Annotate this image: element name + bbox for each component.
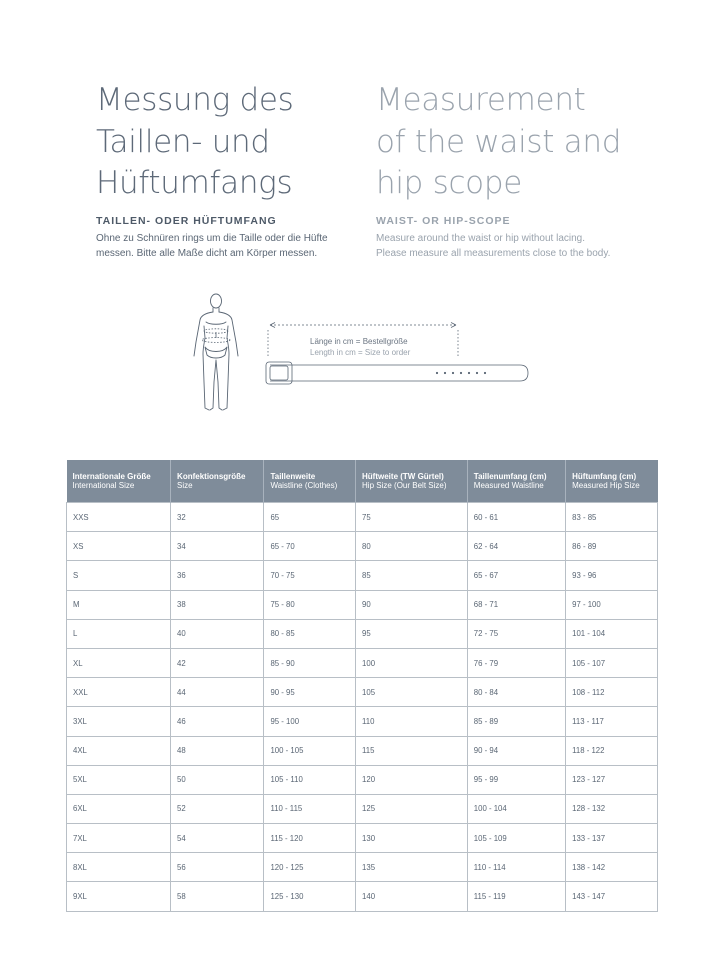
table-cell: 80 <box>356 532 468 561</box>
column-header <box>566 460 658 503</box>
table-cell: 115 - 120 <box>264 824 356 853</box>
table-cell: 115 - 119 <box>467 882 565 911</box>
table-cell: 46 <box>171 707 264 736</box>
table-cell: 80 - 85 <box>264 619 356 648</box>
table-cell: 93 - 96 <box>566 561 658 590</box>
table-cell: 34 <box>171 532 264 561</box>
table-cell: 4XL <box>67 736 171 765</box>
table-cell: 7XL <box>67 824 171 853</box>
table-cell: 48 <box>171 736 264 765</box>
table-cell: 125 - 130 <box>264 882 356 911</box>
german-section <box>96 80 366 261</box>
table-cell: 42 <box>171 648 264 677</box>
table-cell: 56 <box>171 853 264 882</box>
table-cell: 58 <box>171 882 264 911</box>
table-cell: 110 <box>356 707 468 736</box>
table-cell: M <box>67 590 171 619</box>
table-cell: 100 <box>356 648 468 677</box>
column-header-de: Taillenweite <box>270 472 316 481</box>
column-header-en: Measured Waistline <box>473 481 544 490</box>
table-cell: 62 - 64 <box>467 532 565 561</box>
table-row <box>67 503 658 532</box>
table-row <box>67 619 658 648</box>
table-cell: 120 - 125 <box>264 853 356 882</box>
german-instructions-line: messen. Bitte alle Maße dicht am Körper messen. <box>96 247 318 259</box>
column-header-en: Waistline (Clothes) <box>270 481 338 490</box>
table-cell: 54 <box>171 824 264 853</box>
table-cell: 143 - 147 <box>566 882 658 911</box>
column-header-en: Size <box>177 481 193 490</box>
belt-length-label-de: Länge in cm = Bestellgröße <box>310 337 408 346</box>
table-row <box>67 882 658 911</box>
column-header <box>171 460 264 503</box>
table-cell: 138 - 142 <box>566 853 658 882</box>
table-cell: 32 <box>171 503 264 532</box>
column-header-de: Konfektionsgröße <box>177 472 246 481</box>
english-section <box>376 80 676 261</box>
table-cell: 105 - 107 <box>566 648 658 677</box>
table-cell: 95 - 100 <box>264 707 356 736</box>
table-row <box>67 532 658 561</box>
table-row <box>67 648 658 677</box>
table-row <box>67 794 658 823</box>
table-cell: 83 - 85 <box>566 503 658 532</box>
column-header-de: Taillenumfang (cm) <box>473 472 547 481</box>
table-row <box>67 824 658 853</box>
table-cell: 76 - 79 <box>467 648 565 677</box>
table-cell: 75 - 80 <box>264 590 356 619</box>
table-cell: 8XL <box>67 853 171 882</box>
english-subheading: WAIST- OR HIP-SCOPE <box>376 214 511 227</box>
column-header <box>67 460 171 503</box>
column-header <box>356 460 468 503</box>
table-cell: 140 <box>356 882 468 911</box>
table-row <box>67 678 658 707</box>
table-cell: 113 - 117 <box>566 707 658 736</box>
table-cell: 9XL <box>67 882 171 911</box>
table-cell: 105 - 109 <box>467 824 565 853</box>
table-row <box>67 561 658 590</box>
table-cell: 95 <box>356 619 468 648</box>
table-cell: 135 <box>356 853 468 882</box>
table-row <box>67 590 658 619</box>
column-header-en: Hip Size (Our Belt Size) <box>362 481 447 490</box>
table-cell: 130 <box>356 824 468 853</box>
table-cell: 95 - 99 <box>467 765 565 794</box>
table-cell: 110 - 114 <box>467 853 565 882</box>
table-cell: 128 - 132 <box>566 794 658 823</box>
table-cell: 80 - 84 <box>467 678 565 707</box>
table-cell: 75 <box>356 503 468 532</box>
table-cell: 38 <box>171 590 264 619</box>
table-cell: 86 - 89 <box>566 532 658 561</box>
table-cell: 65 - 70 <box>264 532 356 561</box>
table-row <box>67 736 658 765</box>
english-instructions <box>376 231 676 261</box>
table-cell: 85 <box>356 561 468 590</box>
table-cell: 100 - 104 <box>467 794 565 823</box>
english-instructions-line: Measure around the waist or hip without lacing. <box>376 232 586 244</box>
table-cell: XXS <box>67 503 171 532</box>
table-cell: 40 <box>171 619 264 648</box>
table-cell: 100 - 105 <box>264 736 356 765</box>
column-header-en: International Size <box>72 481 135 490</box>
belt-length-label-en: Length in cm = Size to order <box>310 348 411 357</box>
column-header-de: Hüftumfang (cm) <box>572 472 637 481</box>
table-cell: 118 - 122 <box>566 736 658 765</box>
table-cell: 68 - 71 <box>467 590 565 619</box>
table-header-row <box>67 460 658 503</box>
table-cell: L <box>67 619 171 648</box>
table-cell: 115 <box>356 736 468 765</box>
table-cell: XS <box>67 532 171 561</box>
table-cell: 36 <box>171 561 264 590</box>
table-row <box>67 707 658 736</box>
table-cell: 65 - 67 <box>467 561 565 590</box>
column-header-de: Internationale Größe <box>72 472 151 481</box>
table-row <box>67 765 658 794</box>
table-cell: 90 <box>356 590 468 619</box>
table-cell: 108 - 112 <box>566 678 658 707</box>
table-cell: 125 <box>356 794 468 823</box>
table-row <box>67 853 658 882</box>
column-header-en: Measured Hip Size <box>572 481 640 490</box>
table-cell: XL <box>67 648 171 677</box>
english-instructions-line: Please measure all measurements close to the body. <box>376 247 611 259</box>
table-cell: 85 - 90 <box>264 648 356 677</box>
table-cell: 85 - 89 <box>467 707 565 736</box>
table-cell: 65 <box>264 503 356 532</box>
table-cell: 50 <box>171 765 264 794</box>
table-cell: 72 - 75 <box>467 619 565 648</box>
table-cell: 133 - 137 <box>566 824 658 853</box>
size-chart-table <box>66 460 658 912</box>
body-figure-icon <box>190 292 242 414</box>
column-header <box>467 460 565 503</box>
table-cell: 90 - 95 <box>264 678 356 707</box>
table-cell: 110 - 115 <box>264 794 356 823</box>
table-cell: S <box>67 561 171 590</box>
table-body <box>67 503 658 912</box>
table-cell: 120 <box>356 765 468 794</box>
table-cell: 70 - 75 <box>264 561 356 590</box>
table-cell: 105 - 110 <box>264 765 356 794</box>
english-title: Measurement of the waist and hip scope <box>376 82 622 201</box>
table-cell: 105 <box>356 678 468 707</box>
table-cell: 97 - 100 <box>566 590 658 619</box>
table-cell: 44 <box>171 678 264 707</box>
table-cell: 90 - 94 <box>467 736 565 765</box>
table-cell: 5XL <box>67 765 171 794</box>
german-instructions-line: Ohne zu Schnüren rings um die Taille oder die Hüfte <box>96 232 328 244</box>
table-cell: XXL <box>67 678 171 707</box>
table-cell: 3XL <box>67 707 171 736</box>
table-cell: 52 <box>171 794 264 823</box>
german-title: Messung des Taillen- und Hüftumfangs <box>96 82 294 201</box>
german-instructions <box>96 231 366 261</box>
table-cell: 123 - 127 <box>566 765 658 794</box>
table-cell: 101 - 104 <box>566 619 658 648</box>
column-header <box>264 460 356 503</box>
table-cell: 6XL <box>67 794 171 823</box>
column-header-de: Hüftweite (TW Gürtel) <box>362 472 444 481</box>
table-cell: 60 - 61 <box>467 503 565 532</box>
german-subheading: TAILLEN- ODER HÜFTUMFANG <box>96 214 277 227</box>
